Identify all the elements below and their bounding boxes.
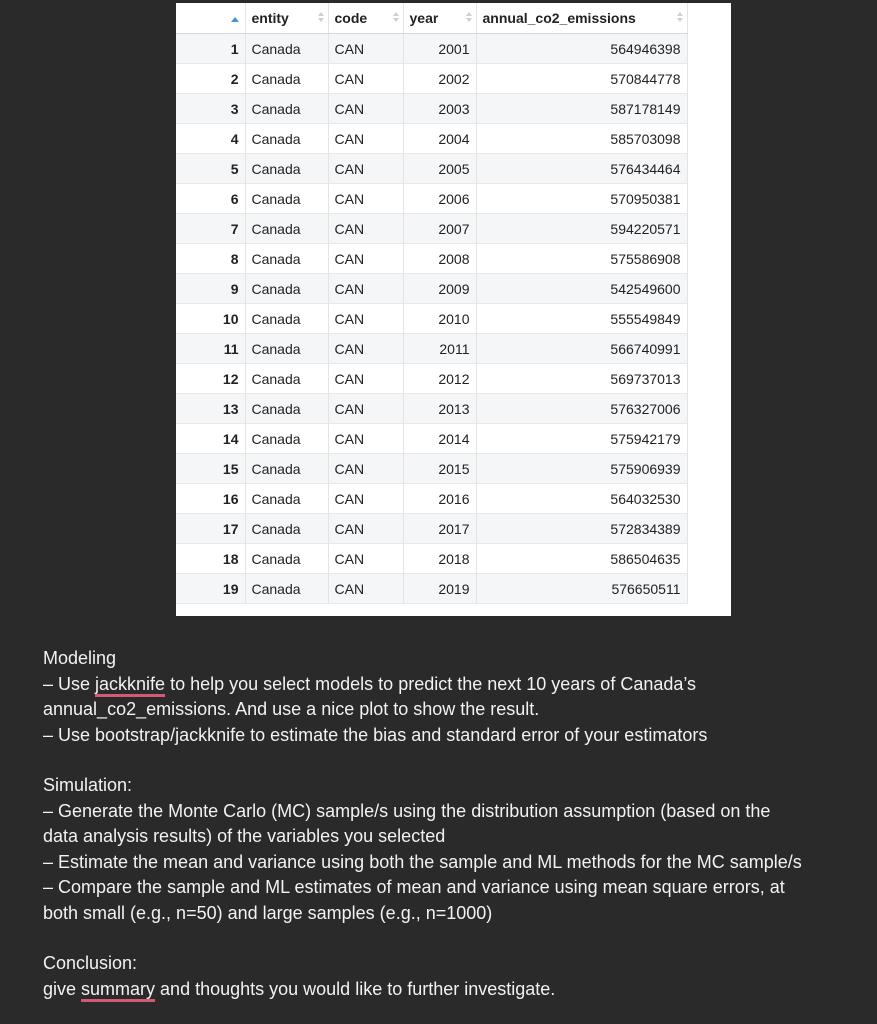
row-number: 13 [176,394,245,424]
cell-entity: Canada [245,454,328,484]
cell-code: CAN [328,124,403,154]
table-row [176,394,687,424]
cell-year: 2011 [403,334,476,364]
cell-annual-co2-emissions: 575586908 [476,244,687,274]
cell-year: 2007 [403,214,476,244]
modeling-item-1: – Use jackknife to help you select models to predict the next 10 years of Canada’s [43,673,697,694]
cell-entity: Canada [245,304,328,334]
row-number: 14 [176,424,245,454]
column-header-code[interactable]: code [328,3,403,34]
cell-year: 2005 [403,154,476,184]
modeling-item-2: – Use bootstrap/jackknife to estimate the bias and standard error of your estimators [43,724,708,745]
table-header-row [176,3,687,34]
assignment-instructions [43,646,863,1002]
table-row [176,244,687,274]
cell-annual-co2-emissions: 594220571 [476,214,687,244]
cell-entity: Canada [245,544,328,574]
row-number: 3 [176,94,245,124]
cell-year: 2013 [403,394,476,424]
spellcheck-word-jackknife: jackknife [95,673,166,694]
cell-year: 2014 [403,424,476,454]
cell-code: CAN [328,544,403,574]
modeling-item-1-cont: annual_co2_emissions. And use a nice plot to show the result. [43,699,540,719]
cell-code: CAN [328,394,403,424]
table-body [176,34,687,604]
cell-entity: Canada [245,244,328,274]
cell-entity: Canada [245,34,328,64]
row-number: 12 [176,364,245,394]
table-row [176,154,687,184]
simulation-heading: Simulation: [43,775,133,795]
cell-annual-co2-emissions: 570950381 [476,184,687,214]
table-row [176,364,687,394]
table-row [176,64,687,94]
cell-year: 2010 [403,304,476,334]
table-row [176,214,687,244]
cell-entity: Canada [245,364,328,394]
table-row [176,184,687,214]
cell-annual-co2-emissions: 572834389 [476,514,687,544]
table-row [176,574,687,604]
cell-annual-co2-emissions: 564032530 [476,484,687,514]
table-row [176,34,687,64]
row-number: 4 [176,124,245,154]
cell-code: CAN [328,304,403,334]
row-number: 15 [176,454,245,484]
cell-code: CAN [328,274,403,304]
data-viewer-panel [176,3,731,616]
cell-entity: Canada [245,424,328,454]
column-header-annual-co2-emissions[interactable]: annual_co2_emissions [476,3,687,34]
data-table [176,3,688,604]
conclusion-text: give summary and thoughts you would like to further investigate. [43,978,556,999]
cell-entity: Canada [245,394,328,424]
cell-year: 2006 [403,184,476,214]
table-row [176,544,687,574]
table-row [176,304,687,334]
cell-year: 2009 [403,274,476,304]
cell-annual-co2-emissions: 576650511 [476,574,687,604]
cell-year: 2001 [403,34,476,64]
cell-year: 2018 [403,544,476,574]
cell-code: CAN [328,454,403,484]
cell-code: CAN [328,214,403,244]
cell-annual-co2-emissions: 569737013 [476,364,687,394]
row-number: 5 [176,154,245,184]
cell-annual-co2-emissions: 575906939 [476,454,687,484]
row-number: 1 [176,34,245,64]
cell-annual-co2-emissions: 576434464 [476,154,687,184]
cell-code: CAN [328,514,403,544]
cell-entity: Canada [245,514,328,544]
cell-code: CAN [328,64,403,94]
cell-annual-co2-emissions: 575942179 [476,424,687,454]
table-row [176,274,687,304]
row-number: 8 [176,244,245,274]
cell-entity: Canada [245,484,328,514]
row-number: 7 [176,214,245,244]
cell-annual-co2-emissions: 585703098 [476,124,687,154]
cell-year: 2003 [403,94,476,124]
row-number: 9 [176,274,245,304]
row-number: 10 [176,304,245,334]
cell-year: 2017 [403,514,476,544]
table-row [176,514,687,544]
spellcheck-word-summary: summary [81,978,156,999]
row-number: 6 [176,184,245,214]
sort-icon[interactable] [677,12,683,24]
cell-year: 2008 [403,244,476,274]
cell-annual-co2-emissions: 564946398 [476,34,687,64]
sort-icon[interactable] [466,12,472,24]
cell-entity: Canada [245,64,328,94]
cell-code: CAN [328,34,403,64]
table-row [176,454,687,484]
simulation-item-1-cont: data analysis results) of the variables you selected [43,826,446,846]
cell-year: 2019 [403,574,476,604]
row-number: 19 [176,574,245,604]
modeling-heading: Modeling [43,648,117,668]
cell-code: CAN [328,334,403,364]
cell-annual-co2-emissions: 586504635 [476,544,687,574]
table-row [176,334,687,364]
cell-code: CAN [328,424,403,454]
simulation-item-3: – Compare the sample and ML estimates of mean and variance using mean square errors, at [43,877,785,897]
cell-code: CAN [328,574,403,604]
table-row [176,94,687,124]
row-number: 18 [176,544,245,574]
cell-code: CAN [328,244,403,274]
row-number: 16 [176,484,245,514]
simulation-item-1: – Generate the Monte Carlo (MC) sample/s using the distribution assumption (based on the [43,800,771,821]
sort-icon[interactable] [318,12,324,24]
simulation-item-3-cont: both small (e.g., n=50) and large samples (e.g., n=1000) [43,902,493,923]
cell-entity: Canada [245,334,328,364]
cell-code: CAN [328,154,403,184]
cell-annual-co2-emissions: 555549849 [476,304,687,334]
table-row [176,124,687,154]
cell-code: CAN [328,364,403,394]
conclusion-heading: Conclusion: [43,953,138,973]
row-number: 11 [176,334,245,364]
cell-year: 2004 [403,124,476,154]
cell-year: 2002 [403,64,476,94]
cell-entity: Canada [245,124,328,154]
cell-annual-co2-emissions: 576327006 [476,394,687,424]
cell-annual-co2-emissions: 566740991 [476,334,687,364]
table-row [176,484,687,514]
sort-icon[interactable] [393,12,399,24]
cell-annual-co2-emissions: 570844778 [476,64,687,94]
cell-annual-co2-emissions: 587178149 [476,94,687,124]
cell-entity: Canada [245,154,328,184]
cell-code: CAN [328,94,403,124]
cell-year: 2016 [403,484,476,514]
table-row [176,424,687,454]
cell-entity: Canada [245,274,328,304]
cell-entity: Canada [245,94,328,124]
cell-code: CAN [328,484,403,514]
row-number: 2 [176,64,245,94]
column-header-year[interactable]: year [403,3,476,34]
cell-annual-co2-emissions: 542549600 [476,274,687,304]
cell-entity: Canada [245,214,328,244]
cell-code: CAN [328,184,403,214]
cell-entity: Canada [245,184,328,214]
row-index-header[interactable] [176,3,245,34]
column-header-entity[interactable]: entity [245,3,328,34]
cell-entity: Canada [245,574,328,604]
row-number: 17 [176,514,245,544]
cell-year: 2015 [403,454,476,484]
cell-year: 2012 [403,364,476,394]
sort-ascending-icon [231,17,239,22]
simulation-item-2: – Estimate the mean and variance using both the sample and ML methods for the MC sample/s [43,851,802,872]
